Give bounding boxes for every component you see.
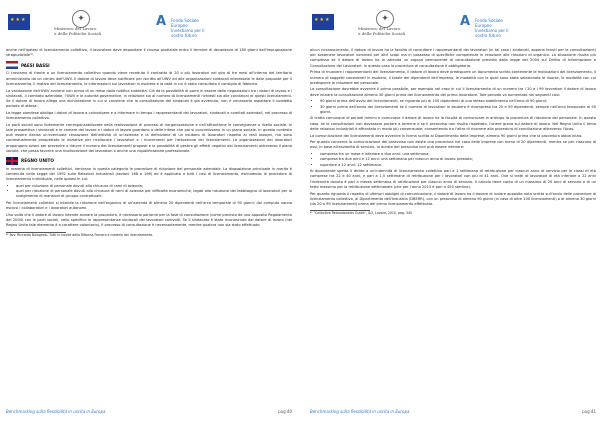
paragraph: Si tratta comunque di periodi minimi e comunque il datore di lavoro ha la facoltà di comunicare in anticipo la procedura di riduzione del personale. In questo caso, se le consultazioni non dovessero portare a termine e se il preavviso non risulta rispettato, l'onere grava sul datore di lavoro. Nel Regno Unito il tema delle relazioni industriali è affrontato in modo più consensuale; consentendo tra l'altro di ricorrere alla procedura di conciliazione attraverso l'Acas. bbox=[310, 116, 596, 131]
footer-project-title: Benchmarking sulla flessibilità in uscita in Europa bbox=[6, 409, 106, 414]
list-item: • compresa fra un mese e inferiore a due anni: una settimana; bbox=[320, 152, 596, 157]
paragraph: Per quanto riguarda il rispetto di ulteriori obblighi di comunicazione, il datore di lavoro ha il dovere di inviare apposita nota scritta sull'avvio delle procedure di licenziamento collettivo, al Dipartimento dell'Industria (DBERR), con un preavviso di almeno 90 giorni (in caso di oltre 100 licenziamenti) o di almeno 30 giorni (da 20 a 99 licenziamenti) prima del primo licenziamento effettuato. bbox=[310, 191, 596, 206]
fse-logo-icon: A bbox=[460, 14, 471, 29]
paragraph: Al dipendente spetta il diritto a un'indennità di licenziamento collettivo pari a 1 settimana di retribuzione per ciascun anno di servizio per le classi di età comprese tra 22 e 40 anni, e pari a 1,5 settimane di retribuzione per i lavoratori con più di 41 anni. Ove si tratti di lavoratori di età inferiore a 22 anni l'indennità dovuta è pari a mezza settimana di retribuzione per ciascun anno di servizio. Il calcolo tiene conto di un massimo di 20 anni di servizio e di un tetto massimo per la retribuzione settimanale (che per l'anno 2013 è pari a 450 sterline). bbox=[310, 169, 596, 189]
paragraph: Le parti sociali sono fortemente corresponsabilizzate nella realizzazione di processi di riorganizzazione e nell'affrontarne le conseguenze a livello sociale. In tale prospettiva i sindacati e le camere del lavoro e i datori di lavoro guardano a delle intese che poi si concretizzano in un piano sociale. In questo contesto può essere decisa un'eventuale cessazione dell'attività di un'azienda e la definizione di un esubero di lavoratori rispetto ai reali bisogni, ma sono contestualmente prospettate le iniziative per ricollocare i lavoratori e i ricorrimenti per l'attuazione dei licenziamenti. Le organizzazioni dei lavoratori propongono azioni per prevenire o ridurre il numero dei licenziamenti proposti e la possibilità di gestire gli effetti negativi dei licenziamenti attraverso il piano sociale, che possa favorire una ricollocazione dei lavoratori o anche una riqualificazione professionale. bbox=[6, 122, 292, 153]
list-item: • 90 giorni prima dell'avvio dei licenziamenti, se riguarda più di 100 dipendenti di uno stesso stabilimento nell'arco di 90 giorni; bbox=[320, 99, 596, 104]
uk-flag-icon bbox=[6, 157, 18, 165]
netherlands-flag-icon bbox=[6, 61, 18, 69]
page-body bbox=[310, 48, 596, 216]
page-footer bbox=[6, 406, 292, 414]
paragraph: Una volta che il datore di lavoro intende avviare la procedura, è necessario parlarne per la fase di consultazione (come previsto da uno apposito Regolamento del 2004) con le parti sociali, nello specifico le rappresentanze sindacali dei lavoratori coinvolti. Se il sindacato è stato riconosciuto dal datore di lavoro (nel Regno Unito tale elemento è a carattere volontario), il processo di consultazione è necessariamente, mentre qualora non sia stato effettuato bbox=[6, 213, 292, 228]
page-right bbox=[310, 8, 596, 416]
paragraph: Ci troviamo di fronte a un licenziamento collettivo quando viene receduto il contratto di 20 o più lavoratori nel giro di tre mesi all'interno del territorio amministrato da un centro dell'UWV. Il datore di lavoro deve notificare per iscritto all'UWV ed alle organizzazioni sindacali interessate le date proposte per il licenziamento, il motivo del licenziamento, le informazioni sui lavoratori in esubero e la data in cui è stato consultato il consiglio di fabbrica. bbox=[6, 71, 292, 86]
section-netherlands bbox=[6, 61, 292, 69]
fse-logo: A Fondo Sociale Europeo Investiamo per il vostro futuro bbox=[460, 14, 509, 38]
section-title: REGNO UNITO bbox=[21, 158, 54, 164]
page-footer bbox=[310, 406, 596, 414]
section-united-kingdom bbox=[6, 157, 292, 165]
footnote: ⁴² "Collective Redundancies Guide", ILO, Lavoro, 2010, pag. 345 bbox=[310, 211, 413, 216]
ministry-name: Ministero del Lavoro e delle Politiche Sociali bbox=[358, 26, 406, 36]
page-header bbox=[6, 8, 292, 48]
paragraph: Per licenziamenti collettivi si intende la riduzione dell'organico di un'azienda di almeno 20 dipendenti nell'arco temporale di 90 giorni; dal computo vanno esclusi i collaboratori e i lavoratori autonomi. bbox=[6, 201, 292, 211]
page-body bbox=[6, 48, 292, 237]
paragraph: Per quanto concerne la comunicazione del preavviso non esiste una procedura nel caso delle imprese con meno di 20 dipendenti, mentre se per ciascuno di essi, in base all'anzianità di servizio, la durata del preavviso non può essere inferiore: bbox=[310, 140, 596, 150]
page-left bbox=[6, 8, 292, 416]
fse-logo-icon: A bbox=[156, 14, 167, 29]
page-number: pag.41 bbox=[582, 409, 596, 414]
footnote: ⁴¹ Avv. Riccardo Bolognesi. Tutti in novità della Riforma Fornero e materie dei licenziamento. bbox=[6, 232, 154, 237]
paragraph: Prima di muovere i rappresentanti del licenziamento, il datore di lavoro deve predisporre un documento scritto contenente le motivazioni del licenziamento, il numero di soggetti considerati in esubero, il totale dei dipendenti dell'impresa, le modalità con le quali sono state selezionate le risorse, le modalità con cui predisporre la riduzione del personale. bbox=[310, 70, 596, 85]
eu-flag-icon bbox=[8, 14, 30, 30]
paragraph: alcun riconoscimento, il datore di lavoro ha la facoltà di consultare i rappresentanti dei lavoratori (in tal caso i sindacati, appena tenuti per la consultazione) per sostenere lavoratori nominati per altri scopi ma in possesso di specifiche competenze in relazione alle riduzioni di organico. La situazione risulta più complessa se il datore di lavoro ha in azienda un organo permanente di consultazione previsto dalla legge del 2004 sul Diritto di Informazione e Consultazione dei Lavoratori: in questo caso la procedura di consultazione è obbligatoria. bbox=[310, 48, 596, 68]
eu-flag-icon bbox=[312, 14, 334, 30]
list-item: • quel per riduzione di personale dovuti alla chiusura di rami di azienda; bbox=[16, 184, 292, 189]
page-number: pag.40 bbox=[278, 409, 292, 414]
paragraph: In materia di licenziamenti collettivi, rientrano in questa categoria le procedure di riduzione del personale aziendale. La disposizione principale in merito è contenuta nella Legge del 1992 sulle Relazioni Industriali (sezioni 188 e 196) ed è applicata a tutti i casi di licenziamento, escludendo le procedure di licenziamento individuale, nelle ipotesi in cui: bbox=[6, 166, 292, 182]
bullet-list bbox=[310, 152, 596, 168]
bullet-list bbox=[310, 99, 596, 115]
page-header bbox=[310, 8, 596, 48]
bullet-list bbox=[6, 184, 292, 200]
paragraph: La legge olandese obbliga i datori di lavoro a coinvolgere e a informare in tempo i rappresentanti dei lavoratori, sindacati e comitati aziendali, nel processo di licenziamento collettivo. bbox=[6, 110, 292, 121]
section-title: PAESI BASSI bbox=[21, 62, 50, 68]
fse-logo: A Fondo Sociale Europeo Investiamo per il vostro futuro bbox=[156, 14, 205, 38]
footer-project-title: Benchmarking sulla flessibilità in uscita in Europa bbox=[310, 409, 410, 414]
republic-emblem-icon: ✦ bbox=[72, 10, 90, 28]
paragraph: La consultazione dovrebbe avvenire il prima possibile, per esempio nel caso in cui il licenziamento di un numero tra i 20 e i 99 lavoratori il datore di lavoro deve iniziare la consultazione almeno 30 giorni prima del licenziamento del primo lavoratore. Tale periodo va aumentato nei seguenti casi: bbox=[310, 87, 596, 97]
intro-paragraph: anche nell'ipotesi di licenziamento collettivo, il lavoratore deve depositare il ricorso giudiziale entro il termine di decadenza di 180 giorni dall'impugnazione stragiudiziale⁴¹. bbox=[6, 48, 292, 58]
list-item: • 30 giorni prima dell'avvio dei licenziamenti se il numero di lavoratori in esubero è ricompreso tra 20 e 99 dipendenti, sempre nell'arco temporale di 90 giorni. bbox=[320, 105, 596, 115]
paragraph: La valutazione dell'UWV avviene non prima di un mese dalla notifica suddetta. Ciò dà la possibilità di porre in essere delle negoziazioni tra i datori di lavoro e i sindacati, il comitato aziendale, l'UWV e le autorità governative, in relazione sia al numero di licenziamenti richiesti sia alle condizioni di questi licenziamenti. Se il datore di lavoro allega una dichiarazione in cui si conviene che la consultazione dei sindacati è già avvenuta, non è necessario aspettare il suddetto periodo di attesa. bbox=[6, 88, 292, 109]
paragraph: La comunicazione dei licenziamenti deve avvenire in forma scritta al Dipartimento delle Imprese, almeno 90 giorni prima che la procedura abbia inizio. bbox=[310, 133, 583, 138]
list-item: • superiore a 12 anni: 12 settimane. bbox=[320, 163, 596, 168]
republic-emblem-icon: ✦ bbox=[376, 10, 394, 28]
ministry-name: Ministero del Lavoro e delle Politiche Sociali bbox=[54, 26, 102, 36]
list-item: • quel per riduzione di personale dovuti alla chiusura di rami di azienda per difficoltà economiche, legati alla riduzione del fabbisogno di lavoratori per lo svolgimento di mansioni di gruppo contrattuale. bbox=[16, 189, 292, 199]
list-item: • compresa tra due anni e 12 anni: una settimana per ciascun anno di lavoro prestato; bbox=[320, 157, 596, 162]
